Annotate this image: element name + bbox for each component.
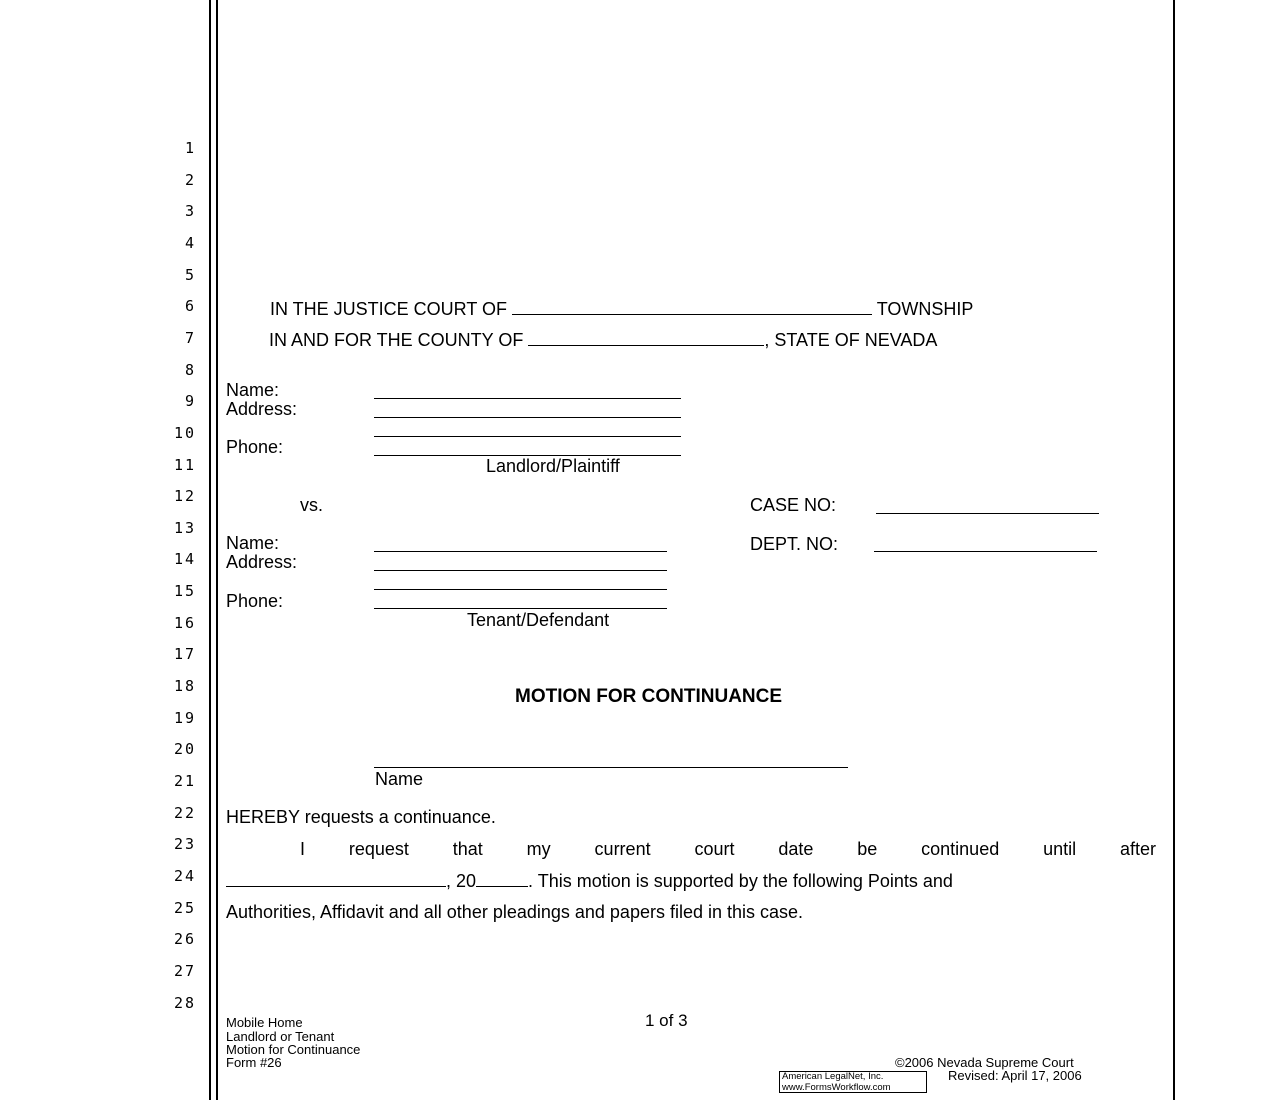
defendant-name-line: [374, 551, 667, 552]
body-line-2: [226, 870, 953, 891]
county-prefix: IN AND FOR THE COUNTY OF: [269, 330, 524, 350]
form-caption-line-1: Mobile Home: [226, 1015, 303, 1030]
left-margin-rule-outer: [209, 0, 211, 1100]
form-caption-line-3: Motion for Continuance: [226, 1042, 361, 1057]
line-number: 12: [173, 487, 196, 506]
line-number: 28: [173, 993, 196, 1012]
right-margin-rule: [1173, 0, 1175, 1100]
line-number: 18: [173, 677, 196, 696]
defendant-address-line-2: [374, 589, 667, 590]
body-line-2-rest: . This motion is supported by the following Points and: [528, 871, 953, 891]
line-number: 24: [173, 866, 196, 885]
line-number: 15: [173, 582, 196, 601]
line-number: 7: [184, 328, 196, 347]
state-label: , STATE OF NEVADA: [764, 330, 938, 350]
defendant-phone-label: Phone:: [226, 591, 284, 611]
line-number: 11: [173, 455, 196, 474]
continue-date-blank: [226, 870, 446, 887]
line-number: 3: [184, 202, 196, 221]
defendant-address-label: Address:: [226, 552, 298, 572]
plaintiff-name-line: [374, 398, 681, 399]
body-line-1: I request that my current court date be continued until after: [300, 839, 1156, 859]
defendant-role-label: Tenant/Defendant: [467, 610, 610, 630]
line-number: 21: [173, 772, 196, 790]
left-margin-rule-inner: [216, 0, 218, 1100]
versus-label: vs.: [300, 495, 324, 515]
line-number: 8: [184, 360, 196, 379]
court-prefix: IN THE JUSTICE COURT OF: [270, 299, 508, 319]
line-number: 19: [173, 708, 196, 727]
year-prefix: , 20: [446, 871, 477, 891]
line-number: 4: [184, 233, 196, 252]
plaintiff-address-line-1: [374, 417, 681, 418]
plaintiff-address-label: Address:: [226, 399, 298, 419]
line-number: 20: [173, 740, 196, 759]
body-line-3: Authorities, Affidavit and all other pleadings and papers filed in this case.: [226, 902, 804, 922]
form-caption-line-2: Landlord or Tenant: [226, 1029, 335, 1044]
line-number: 14: [173, 550, 196, 569]
township-label: TOWNSHIP: [876, 299, 974, 319]
hereby-statement: HEREBY requests a continuance.: [226, 807, 496, 827]
movant-name-line: [374, 767, 848, 768]
line-number: 1: [184, 139, 196, 157]
case-number-label: CASE NO:: [750, 495, 837, 515]
dept-number-label: DEPT. NO:: [750, 534, 839, 554]
page-indicator: 1 of 3: [645, 1011, 688, 1030]
defendant-name-label: Name:: [226, 533, 280, 553]
dept-number-line: [874, 551, 1097, 552]
line-number: 6: [184, 297, 196, 316]
line-number: 9: [184, 392, 196, 411]
line-number: 23: [173, 835, 196, 854]
movant-name-caption: Name: [375, 769, 424, 789]
county-blank: [528, 329, 764, 346]
year-blank: [476, 870, 528, 887]
case-number-line: [876, 513, 1099, 514]
vendor-stamp: [779, 1071, 927, 1093]
line-number: 13: [173, 518, 196, 537]
plaintiff-name-label: Name:: [226, 380, 280, 400]
form-caption-line-4: Form #26: [226, 1055, 282, 1070]
line-number: 22: [173, 803, 196, 822]
revised-date: Revised: April 17, 2006: [948, 1068, 1082, 1083]
plaintiff-phone-label: Phone:: [226, 437, 284, 457]
line-number: 10: [173, 423, 196, 442]
line-number: 27: [173, 961, 196, 980]
township-blank: [512, 298, 872, 315]
line-number: 2: [184, 170, 196, 189]
defendant-phone-line: [374, 608, 667, 609]
line-number: 26: [173, 930, 196, 949]
copyright-notice: ©2006 Nevada Supreme Court: [895, 1055, 1074, 1070]
court-heading-line2: [269, 329, 937, 350]
line-number: 5: [184, 265, 196, 284]
line-number: 25: [173, 898, 196, 917]
plaintiff-role-label: Landlord/Plaintiff: [486, 456, 620, 476]
document-title: MOTION FOR CONTINUANCE: [515, 686, 783, 707]
line-number: 16: [173, 613, 196, 632]
line-number: 17: [173, 645, 196, 664]
vendor-stamp-name: American LegalNet, Inc.: [782, 1071, 884, 1082]
vendor-stamp-url: www.FormsWorkflow.com: [782, 1081, 891, 1093]
plaintiff-address-line-2: [374, 436, 681, 437]
defendant-address-line-1: [374, 570, 667, 571]
court-heading-line1: [270, 298, 973, 319]
